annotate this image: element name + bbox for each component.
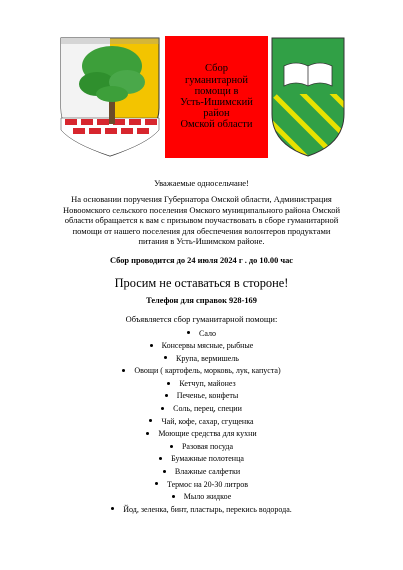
bullet-icon xyxy=(165,394,168,397)
bullet-icon xyxy=(163,470,166,473)
announcement: Объявляется сбор гуманитарной помощи: xyxy=(125,313,278,324)
flyer-content xyxy=(0,178,403,516)
bullet-icon xyxy=(149,419,152,422)
list-item-label: Разовая посуда xyxy=(181,441,234,451)
list-item xyxy=(0,403,403,416)
banner xyxy=(165,36,268,158)
list-item xyxy=(0,466,403,479)
intro-paragraph: На основании поручения Губернатора Омской области, Администрация Новоомского сельского поселения Омского муниципального района Омской области обращается к вам с призывом поучаствовать в сборе гуманитарной помощи от нашего поселения для обеспечения волонтеров продуктами питания в Усть-Ишимском районе. xyxy=(62,194,341,246)
list-item xyxy=(0,390,403,403)
list-item-label: Овощи ( картофель, морковь, лук, капуста) xyxy=(134,366,281,376)
list-item-label: Мыло жидкое xyxy=(183,492,232,502)
list-item xyxy=(0,365,403,378)
bullet-icon xyxy=(122,369,125,372)
list-item-label: Влажные салфетки xyxy=(174,467,241,477)
phone-info: Телефон для справок 928-169 xyxy=(146,295,257,305)
slogan: Просим не оставаться в стороне! xyxy=(114,275,289,290)
list-item xyxy=(0,491,403,504)
list-item-label: Бумажные полотенца xyxy=(171,454,244,464)
bullet-icon xyxy=(167,382,170,385)
bullet-icon xyxy=(187,331,190,334)
bullet-icon xyxy=(172,495,175,498)
bullet-icon xyxy=(164,356,167,359)
bullet-icon xyxy=(170,445,173,448)
bullet-icon xyxy=(150,344,153,347)
items-list xyxy=(0,328,403,517)
bullet-icon xyxy=(146,432,149,435)
bullet-icon xyxy=(161,407,164,410)
list-item-label: Моющие средства для кухни xyxy=(158,429,257,439)
list-item-label: Соль, перец, специи xyxy=(173,404,242,414)
bullet-icon xyxy=(111,507,114,510)
coat-of-arms-book-icon xyxy=(270,36,346,158)
bullet-icon xyxy=(155,482,158,485)
list-item-label: Консервы мясные, рыбные xyxy=(161,341,254,351)
list-item-label: Крупа, вермишель xyxy=(176,353,239,363)
list-item xyxy=(0,504,403,517)
list-item xyxy=(0,453,403,466)
list-item xyxy=(0,328,403,341)
header xyxy=(57,36,346,158)
list-item xyxy=(0,428,403,441)
list-item xyxy=(0,416,403,429)
list-item xyxy=(0,340,403,353)
list-item xyxy=(0,353,403,366)
coat-of-arms-tree-icon xyxy=(57,36,163,158)
list-item-label: Сало xyxy=(199,328,216,338)
greeting: Уважаемые односельчане! xyxy=(154,178,249,188)
list-item-label: Кетчуп, майонез xyxy=(179,378,236,388)
list-item-label: Йод, зеленка, бинт, пластырь, перекись водорода. xyxy=(123,504,292,514)
list-item xyxy=(0,441,403,454)
list-item-label: Чай, кофе, сахар, сгущенка xyxy=(161,416,254,426)
bullet-icon xyxy=(159,457,162,460)
list-item-label: Печенье, конфеты xyxy=(176,391,239,401)
collection-date: Сбор проводится до 24 июля 2024 г . до 10.00 час xyxy=(110,255,293,265)
list-item-label: Термос на 20-30 литров xyxy=(167,479,248,489)
banner-title: Сбор гуманитарной помощи в Усть-Ишимский район Омской области xyxy=(180,63,253,131)
list-item xyxy=(0,378,403,391)
list-item xyxy=(0,479,403,492)
